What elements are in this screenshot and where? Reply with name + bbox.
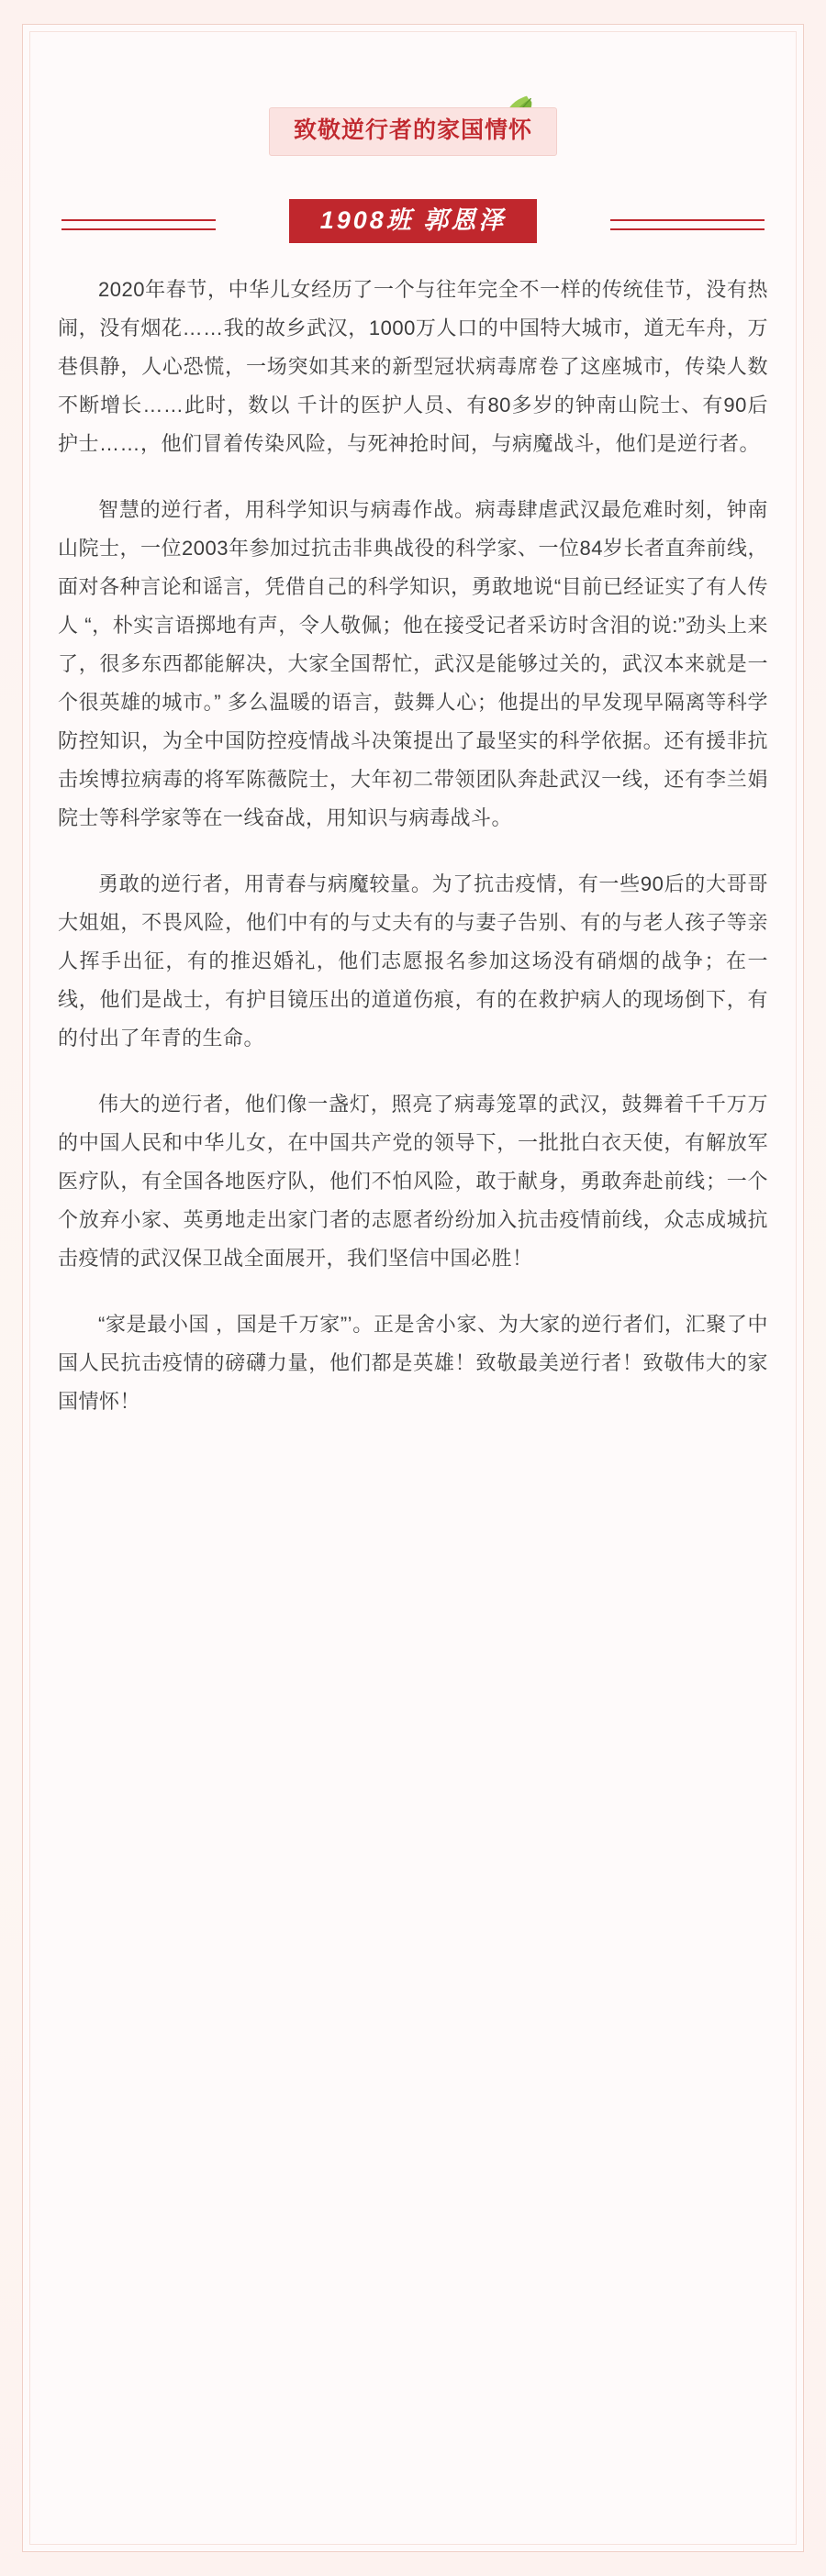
paragraph: 2020年春节，中华儿女经历了一个与往年完全不一样的传统佳节，没有热闹，没有烟花……我的故乡武汉，1000万人口的中国特大城市，道无车舟，万巷俱静，人心恐慌，一场突如其来的新型冠状病毒席卷了这座城市，传染人数不断增长……此时，数以 千计的医护人员、有80多岁的钟南山院士、有90后护士……，他们冒着传染风险，与死神抢时间，与病魔战斗，他们是逆行者。 bbox=[58, 278, 768, 455]
paragraph: 智慧的逆行者，用科学知识与病毒作战。病毒肆虐武汉最危难时刻，钟南山院士，一位2003年参加过抗击非典战役的科学家、一位84岁长者直奔前线，面对各种言论和谣言，凭借自己的科学知识，勇敢地说“目前已经证实了有人传人 “，朴实言语掷地有声，令人敬佩；他在接受记者采访时含泪的说:”劲头上来了，很多东西都能解决，大家全国帮忙，武汉是能够过关的，武汉本来就是一个很英雄的城市。” 多么温暖的语言，鼓舞人心；他提出的早发现早隔离等科学防控知识，为全中国防控疫情战斗决策提出了最坚实的科学依据。还有援非抗击埃博拉病毒的将军陈薇院士，大年初二带领团队奔赴武汉一线，还有李兰娟院士等科学家等在一线奋战，用知识与病毒战斗。 bbox=[58, 498, 768, 829]
title-area bbox=[58, 107, 768, 175]
paragraph: 勇敢的逆行者，用青春与病魔较量。为了抗击疫情，有一些90后的大哥哥大姐姐，不畏风险，他们中有的与丈夫有的与妻子告别、有的与老人孩子等亲人挥手出征，有的推迟婚礼，他们志愿报名参加这场没有硝烟的战争；在一线，他们是战士，有护目镜压出的道道伤痕，有的在救护病人的现场倒下，有的付出了年青的生命。 bbox=[58, 872, 768, 1049]
article-frame bbox=[22, 24, 804, 2552]
ribbon-line-right bbox=[610, 219, 765, 230]
author-area bbox=[58, 199, 768, 250]
ribbon-line-left bbox=[61, 219, 216, 230]
paragraph: 伟大的逆行者，他们像一盏灯，照亮了病毒笼罩的武汉，鼓舞着千千万万的中国人民和中华儿女，在中国共产党的领导下，一批批白衣天使，有解放军医疗队，有全国各地医疗队，他们不怕风险，敢于献身，勇敢奔赴前线；一个个放弃小家、英勇地走出家门者的志愿者纷纷加入抗击疫情前线，众志成城抗击疫情的武汉保卫战全面展开，我们坚信中国必胜！ bbox=[58, 1093, 768, 1270]
article-body bbox=[58, 271, 768, 1421]
author-label: 1908班 郭恩泽 bbox=[289, 199, 538, 243]
paragraph: “家是最小国 ，国是千万家”’。正是舍小家、为大家的逆行者们，汇聚了中国人民抗击疫情的磅礴力量，他们都是英雄！致敬最美逆行者！致敬伟大的家国情怀！ bbox=[58, 1313, 768, 1413]
page-title: 致敬逆行者的家国情怀 bbox=[269, 107, 557, 156]
